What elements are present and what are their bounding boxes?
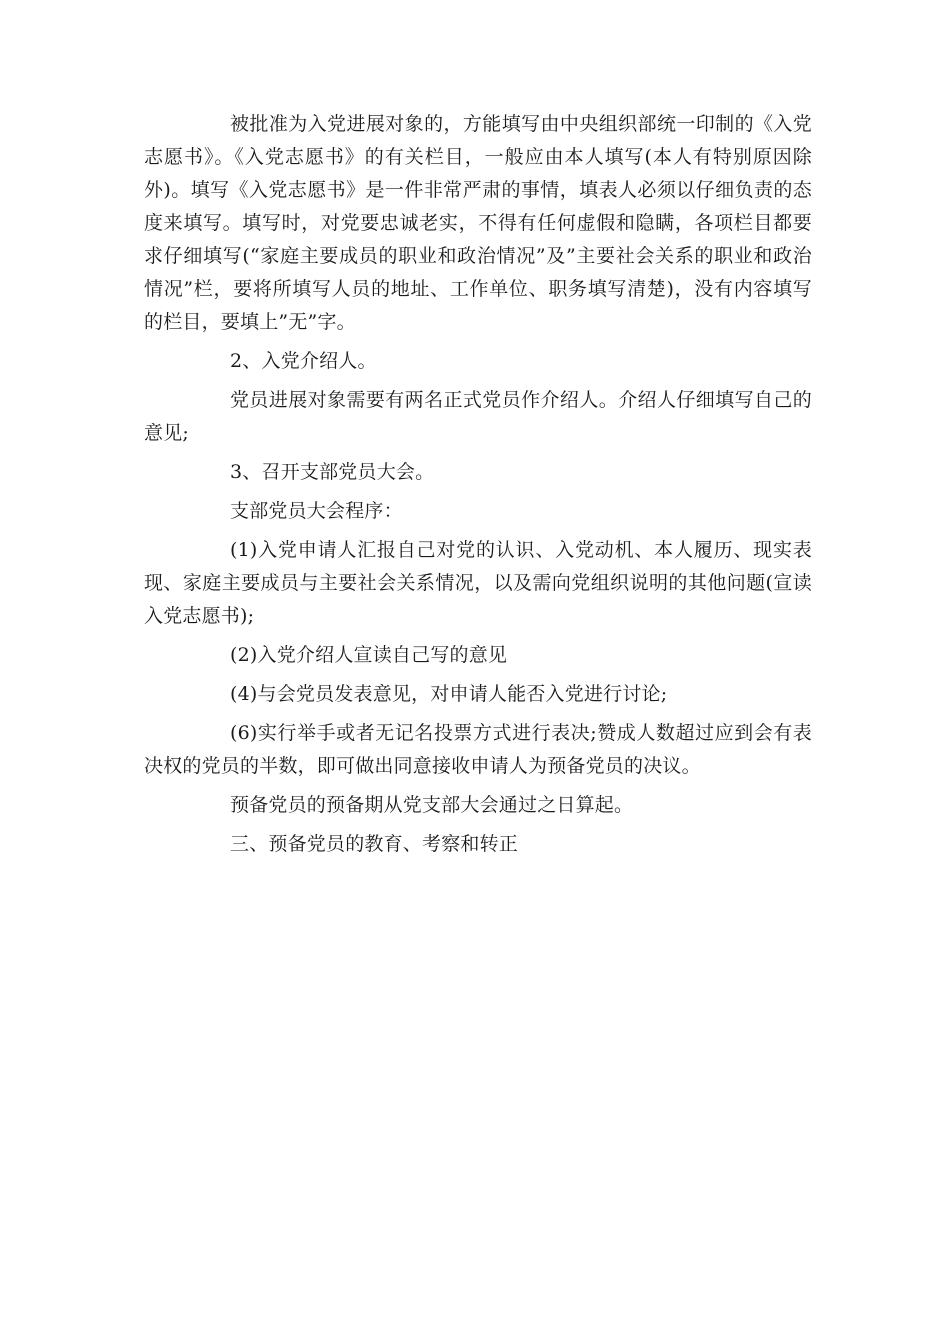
paragraph-probation-period: 预备党员的预备期从党支部大会通过之日算起。 [230,794,634,816]
paragraph-meeting-procedure: 支部党员大会程序： [230,500,403,522]
heading-introducer: 2、入党介绍人。 [230,350,377,372]
list-item-procedure-4: (4)与会党员发表意见，对申请人能否入党进行讨论; [230,683,668,705]
section-heading-probationary-members: 三、预备党员的教育、考察和转正 [230,833,519,855]
list-item-procedure-1: (1)入党申请人汇报自己对党的认识、入党动机、本人履历、现实表现、家庭主要成员与主要社会关系情况，以及需向党组织说明的其他问题(宣读入党志愿书); [144,539,812,627]
list-item-procedure-2: (2)入党介绍人宣读自己写的意见 [230,644,508,666]
list-item-procedure-6: (6)实行举手或者无记名投票方式进行表决;赞成人数超过应到会有表决权的党员的半数，即可做出同意接收申请人为预备党员的决议。 [144,722,812,777]
paragraph-fill-application-form: 被批准为入党进展对象的，方能填写由中央组织部统一印制的《入党志愿书》。《入党志愿书》的有关栏目，一般应由本人填写(本人有特别原因除外)。填写《入党志愿书》是一件非常严肃的事情，填表人必须以仔细负责的态度来填写。填写时，对党要忠诚老实，不得有任何虚假和隐瞒，各项栏目都要求仔细填写(“家庭主要成员的职业和政治情况”及”主要社会关系的职业和政治情况”栏，要将所填写人员的地址、工作单位、职务填写清楚)，没有内容填写的栏目，要填上”无”字。 [144,113,812,333]
heading-branch-meeting: 3、召开支部党员大会。 [230,461,435,483]
document-body [144,108,812,867]
paragraph-introducer: 党员进展对象需要有两名正式党员作介绍人。介绍人仔细填写自己的意见; [144,389,812,444]
